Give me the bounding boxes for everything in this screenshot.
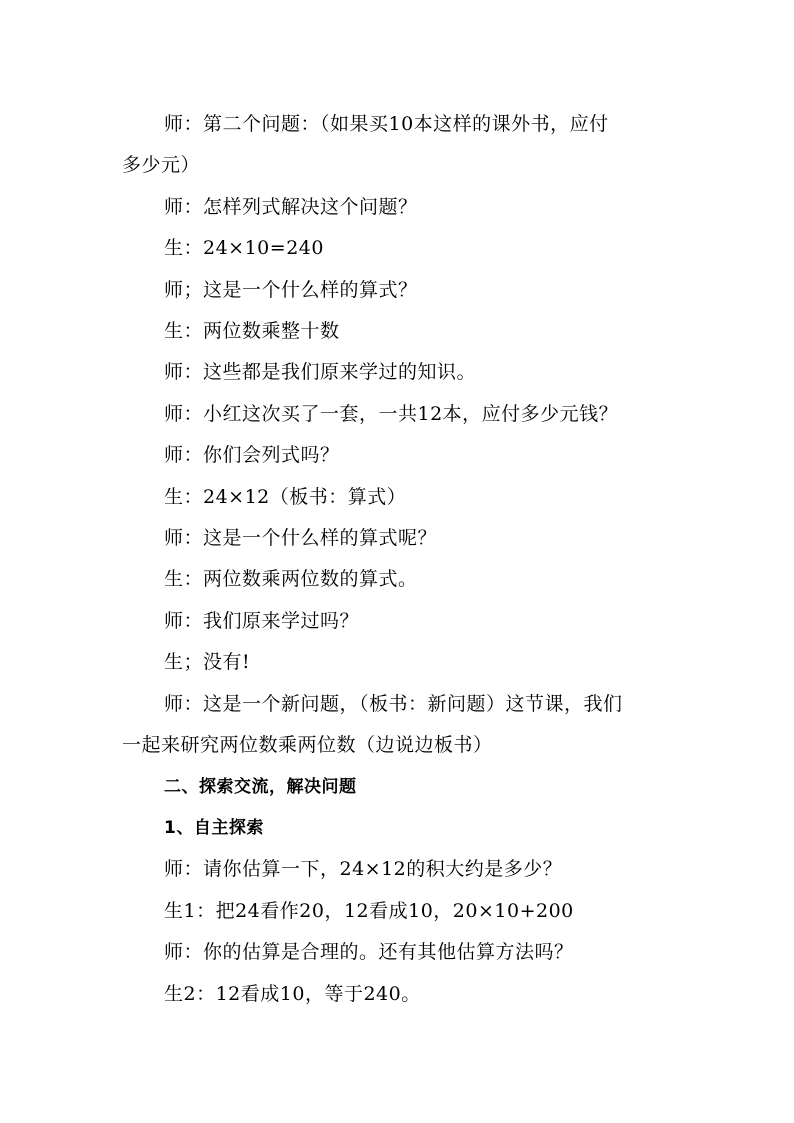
paragraph-line: 师：怎样列式解决这个问题？ <box>164 195 418 218</box>
paragraph-line: 师：这是一个新问题，（板书：新问题）这节课，我们 <box>164 692 623 715</box>
document-body <box>122 104 674 1015</box>
paragraph-line: 师；这是一个什么样的算式？ <box>164 278 418 301</box>
paragraph-line: 师：第二个问题：（如果买10本这样的课外书，应付 <box>164 113 609 135</box>
paragraph-line: 生：两位数乘整十数 <box>164 320 340 343</box>
paragraph-line: 师：请你估算一下，24×12的积大约是多少？ <box>164 858 563 881</box>
paragraph-line: 师：我们原来学过吗？ <box>164 609 360 632</box>
subsection-heading: 1、自主探索 <box>164 817 264 838</box>
paragraph-line: 师：你们会列式吗？ <box>164 444 340 467</box>
paragraph-line: 师：这些都是我们原来学过的知识。 <box>164 361 477 384</box>
paragraph-line: 师：这是一个什么样的算式呢？ <box>164 527 438 550</box>
section-heading: 二、探索交流，解决问题 <box>164 776 357 797</box>
paragraph-line: 生；没有! <box>164 651 251 674</box>
paragraph-line: 生：24×10=240 <box>164 237 324 260</box>
paragraph-line: 生1：把24看作20，12看成10，20×10+200 <box>164 899 574 922</box>
paragraph-line: 一起来研究两位数乘两位数（边说边板书） <box>122 734 493 757</box>
paragraph-line: 生2：12看成10，等于240。 <box>164 982 421 1005</box>
paragraph-line: 师：小红这次买了一套，一共12本，应付多少元钱？ <box>164 402 619 425</box>
paragraph-line: 生：两位数乘两位数的算式。 <box>164 568 418 591</box>
paragraph-line: 师：你的估算是合理的。还有其他估算方法吗？ <box>164 941 574 964</box>
paragraph-line: 多少元） <box>122 154 201 177</box>
paragraph-line: 生：24×12（板书：算式） <box>164 485 407 508</box>
